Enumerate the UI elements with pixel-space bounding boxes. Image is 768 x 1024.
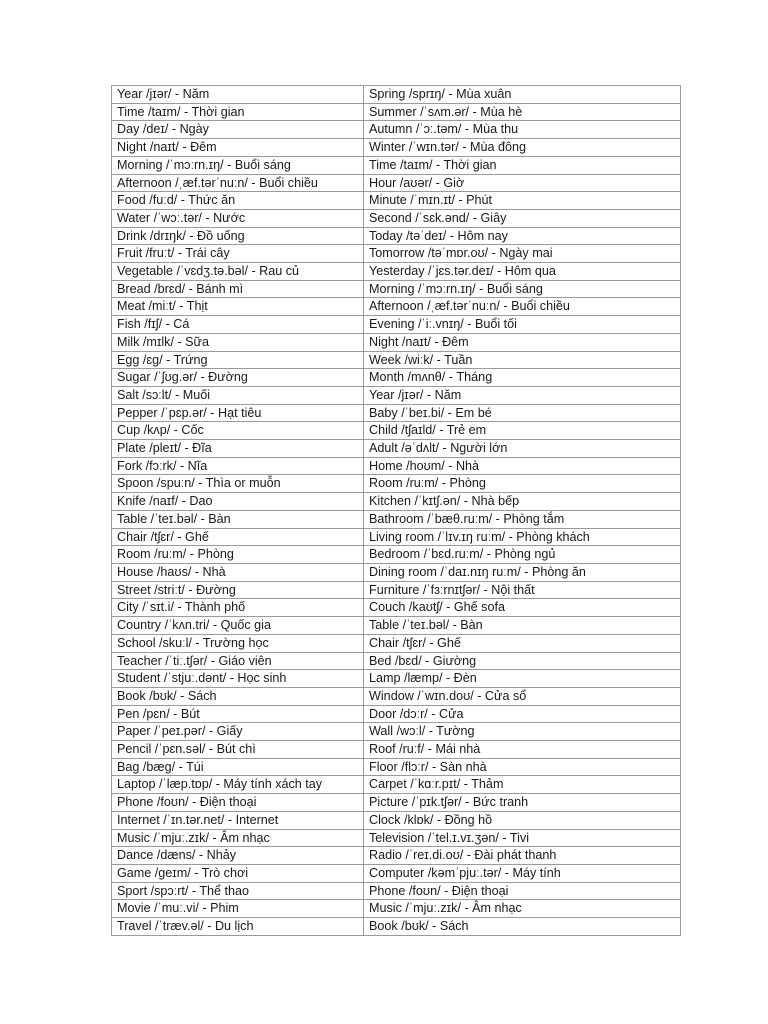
vocab-cell-right: Week /wiːk/ - Tuần xyxy=(364,351,681,369)
vocab-cell-left: Pepper /ˈpɛp.ər/ - Hạt tiêu xyxy=(112,404,364,422)
vocab-cell-right: Hour /aʊər/ - Giờ xyxy=(364,174,681,192)
vocab-cell-right: Table /ˈteɪ.bəl/ - Bàn xyxy=(364,617,681,635)
table-row xyxy=(112,457,681,475)
vocab-cell-right: Door /dɔːr/ - Cửa xyxy=(364,705,681,723)
vocab-cell-left: Laptop /ˈlæp.tɒp/ - Máy tính xách tay xyxy=(112,776,364,794)
vocabulary-table xyxy=(111,85,681,936)
vocab-cell-left: Movie /ˈmuː.vi/ - Phim xyxy=(112,900,364,918)
vocab-cell-right: Minute /ˈmɪn.ɪt/ - Phút xyxy=(364,192,681,210)
vocab-cell-right: Computer /kəmˈpjuː.tər/ - Máy tính xyxy=(364,864,681,882)
table-row xyxy=(112,634,681,652)
vocab-cell-right: Home /hoʊm/ - Nhà xyxy=(364,457,681,475)
vocab-cell-right: Year /jɪər/ - Năm xyxy=(364,386,681,404)
vocab-cell-right: Afternoon /ˌæf.tərˈnuːn/ - Buổi chiều xyxy=(364,298,681,316)
vocab-cell-right: Living room /ˈlɪv.ɪŋ ruːm/ - Phòng khách xyxy=(364,528,681,546)
table-row xyxy=(112,811,681,829)
vocab-cell-left: Year /jɪər/ - Năm xyxy=(112,86,364,104)
table-row xyxy=(112,86,681,104)
table-row xyxy=(112,705,681,723)
vocab-cell-left: Night /naɪt/ - Đêm xyxy=(112,139,364,157)
table-row xyxy=(112,599,681,617)
vocab-cell-right: Spring /sprɪŋ/ - Mùa xuân xyxy=(364,86,681,104)
table-row xyxy=(112,369,681,387)
vocab-cell-right: Tomorrow /təˈmɒr.oʊ/ - Ngày mai xyxy=(364,245,681,263)
vocab-cell-left: Afternoon /ˌæf.tərˈnuːn/ - Buổi chiều xyxy=(112,174,364,192)
vocab-cell-right: Television /ˈtel.ɪ.vɪ.ʒən/ - Tivi xyxy=(364,829,681,847)
vocab-cell-right: Lamp /læmp/ - Đèn xyxy=(364,670,681,688)
table-row xyxy=(112,510,681,528)
vocab-cell-left: Vegetable /ˈvɛdʒ.tə.bəl/ - Rau củ xyxy=(112,263,364,281)
vocab-cell-right: Yesterday /ˈjɛs.tər.deɪ/ - Hôm qua xyxy=(364,263,681,281)
vocab-cell-left: Day /deɪ/ - Ngày xyxy=(112,121,364,139)
vocab-cell-right: Phone /foʊn/ - Điện thoại xyxy=(364,882,681,900)
vocab-cell-left: School /skuːl/ - Trường học xyxy=(112,634,364,652)
vocab-cell-left: Bag /bæɡ/ - Túi xyxy=(112,758,364,776)
table-row xyxy=(112,263,681,281)
table-row xyxy=(112,776,681,794)
vocab-cell-right: Bathroom /ˈbæθ.ruːm/ - Phòng tắm xyxy=(364,510,681,528)
table-row xyxy=(112,687,681,705)
vocab-cell-left: Time /taɪm/ - Thời gian xyxy=(112,103,364,121)
vocab-cell-left: Sugar /ˈʃʊɡ.ər/ - Đường xyxy=(112,369,364,387)
vocab-cell-left: Food /fuːd/ - Thức ăn xyxy=(112,192,364,210)
table-row xyxy=(112,280,681,298)
vocab-cell-left: Plate /pleɪt/ - Đĩa xyxy=(112,440,364,458)
vocab-cell-left: Game /ɡeɪm/ - Trò chơi xyxy=(112,864,364,882)
vocab-cell-right: Chair /tʃɛr/ - Ghế xyxy=(364,634,681,652)
vocab-cell-left: Phone /foʊn/ - Điện thoại xyxy=(112,794,364,812)
table-row xyxy=(112,156,681,174)
vocab-cell-left: House /haʊs/ - Nhà xyxy=(112,563,364,581)
vocab-cell-right: Second /ˈsɛk.ənd/ - Giây xyxy=(364,209,681,227)
vocab-cell-right: Adult /əˈdʌlt/ - Người lớn xyxy=(364,440,681,458)
table-row xyxy=(112,918,681,936)
vocab-cell-left: City /ˈsɪt.i/ - Thành phố xyxy=(112,599,364,617)
vocab-cell-right: Music /ˈmjuː.zɪk/ - Âm nhạc xyxy=(364,900,681,918)
vocab-cell-right: Baby /ˈbeɪ.bi/ - Em bé xyxy=(364,404,681,422)
vocab-cell-right: Room /ruːm/ - Phòng xyxy=(364,475,681,493)
vocab-cell-left: Pen /pɛn/ - Bút xyxy=(112,705,364,723)
vocab-cell-left: Music /ˈmjuː.zɪk/ - Âm nhạc xyxy=(112,829,364,847)
vocab-cell-left: Book /bʊk/ - Sách xyxy=(112,687,364,705)
table-row xyxy=(112,794,681,812)
vocab-cell-left: Dance /dæns/ - Nhảy xyxy=(112,847,364,865)
vocab-cell-left: Meat /miːt/ - Thịt xyxy=(112,298,364,316)
table-row xyxy=(112,404,681,422)
vocab-cell-right: Window /ˈwɪn.doʊ/ - Cửa sổ xyxy=(364,687,681,705)
vocab-cell-right: Floor /flɔːr/ - Sàn nhà xyxy=(364,758,681,776)
table-row xyxy=(112,174,681,192)
vocab-cell-right: Evening /ˈiː.vnɪŋ/ - Buổi tối xyxy=(364,316,681,334)
table-row xyxy=(112,617,681,635)
table-row xyxy=(112,670,681,688)
table-row xyxy=(112,440,681,458)
table-row xyxy=(112,847,681,865)
vocab-cell-right: Book /bʊk/ - Sách xyxy=(364,918,681,936)
table-row xyxy=(112,741,681,759)
vocab-cell-left: Travel /ˈtræv.əl/ - Du lịch xyxy=(112,918,364,936)
vocab-cell-right: Autumn /ˈɔː.təm/ - Mùa thu xyxy=(364,121,681,139)
vocab-cell-left: Salt /sɔːlt/ - Muối xyxy=(112,386,364,404)
vocab-cell-right: Clock /klɒk/ - Đồng hồ xyxy=(364,811,681,829)
vocab-cell-left: Student /ˈstjuː.dənt/ - Học sinh xyxy=(112,670,364,688)
table-row xyxy=(112,209,681,227)
table-row xyxy=(112,351,681,369)
table-row xyxy=(112,475,681,493)
table-row xyxy=(112,882,681,900)
vocab-cell-left: Drink /drɪŋk/ - Đồ uống xyxy=(112,227,364,245)
vocab-cell-right: Summer /ˈsʌm.ər/ - Mùa hè xyxy=(364,103,681,121)
vocab-cell-right: Furniture /ˈfɜːrnɪtʃər/ - Nội thất xyxy=(364,581,681,599)
vocab-cell-left: Fish /fɪʃ/ - Cá xyxy=(112,316,364,334)
vocab-cell-right: Radio /ˈreɪ.di.oʊ/ - Đài phát thanh xyxy=(364,847,681,865)
table-row xyxy=(112,103,681,121)
vocab-cell-right: Wall /wɔːl/ - Tường xyxy=(364,723,681,741)
table-row xyxy=(112,245,681,263)
table-row xyxy=(112,864,681,882)
table-row xyxy=(112,422,681,440)
table-row xyxy=(112,581,681,599)
vocab-cell-left: Sport /spɔːrt/ - Thể thao xyxy=(112,882,364,900)
table-row xyxy=(112,723,681,741)
vocab-cell-left: Cup /kʌp/ - Cốc xyxy=(112,422,364,440)
vocab-cell-left: Fork /fɔːrk/ - Nĩa xyxy=(112,457,364,475)
vocab-cell-left: Spoon /spuːn/ - Thìa or muỗn xyxy=(112,475,364,493)
table-row xyxy=(112,386,681,404)
vocab-cell-left: Knife /naɪf/ - Dao xyxy=(112,493,364,511)
table-row xyxy=(112,316,681,334)
vocab-cell-left: Street /striːt/ - Đường xyxy=(112,581,364,599)
table-row xyxy=(112,546,681,564)
table-row xyxy=(112,652,681,670)
vocab-cell-right: Couch /kaʊtʃ/ - Ghế sofa xyxy=(364,599,681,617)
vocab-cell-right: Kitchen /ˈkɪtʃ.ən/ - Nhà bếp xyxy=(364,493,681,511)
table-row xyxy=(112,121,681,139)
vocab-cell-left: Internet /ˈɪn.tər.net/ - Internet xyxy=(112,811,364,829)
vocab-cell-right: Morning /ˈmɔːrn.ɪŋ/ - Buổi sáng xyxy=(364,280,681,298)
vocab-cell-right: Carpet /ˈkɑːr.pɪt/ - Thảm xyxy=(364,776,681,794)
vocab-cell-right: Time /taɪm/ - Thời gian xyxy=(364,156,681,174)
table-row xyxy=(112,227,681,245)
table-row xyxy=(112,298,681,316)
vocab-cell-right: Dining room /ˈdaɪ.nɪŋ ruːm/ - Phòng ăn xyxy=(364,563,681,581)
table-row xyxy=(112,900,681,918)
vocab-cell-left: Morning /ˈmɔːrn.ɪŋ/ - Buổi sáng xyxy=(112,156,364,174)
table-row xyxy=(112,192,681,210)
table-row xyxy=(112,139,681,157)
table-row xyxy=(112,829,681,847)
vocab-cell-left: Country /ˈkʌn.tri/ - Quốc gia xyxy=(112,617,364,635)
vocab-cell-right: Bedroom /ˈbɛd.ruːm/ - Phòng ngủ xyxy=(364,546,681,564)
vocab-cell-left: Table /ˈteɪ.bəl/ - Bàn xyxy=(112,510,364,528)
vocab-cell-left: Milk /mɪlk/ - Sữa xyxy=(112,333,364,351)
vocab-cell-right: Bed /bɛd/ - Giường xyxy=(364,652,681,670)
vocab-cell-left: Fruit /fruːt/ - Trái cây xyxy=(112,245,364,263)
vocab-cell-right: Picture /ˈpɪk.tʃər/ - Bức tranh xyxy=(364,794,681,812)
vocab-cell-left: Teacher /ˈtiː.tʃər/ - Giáo viên xyxy=(112,652,364,670)
table-row xyxy=(112,758,681,776)
vocab-cell-right: Roof /ruːf/ - Mái nhà xyxy=(364,741,681,759)
vocab-cell-left: Bread /brɛd/ - Bánh mì xyxy=(112,280,364,298)
vocab-cell-right: Winter /ˈwɪn.tər/ - Mùa đông xyxy=(364,139,681,157)
vocab-cell-left: Pencil /ˈpɛn.səl/ - Bút chì xyxy=(112,741,364,759)
table-row xyxy=(112,528,681,546)
vocab-cell-right: Today /təˈdeɪ/ - Hôm nay xyxy=(364,227,681,245)
vocab-cell-left: Chair /tʃɛr/ - Ghế xyxy=(112,528,364,546)
vocab-cell-left: Water /ˈwɔː.tər/ - Nước xyxy=(112,209,364,227)
table-row xyxy=(112,333,681,351)
table-row xyxy=(112,563,681,581)
vocab-cell-left: Egg /ɛɡ/ - Trứng xyxy=(112,351,364,369)
vocab-cell-right: Night /naɪt/ - Đêm xyxy=(364,333,681,351)
vocab-cell-left: Room /ruːm/ - Phòng xyxy=(112,546,364,564)
table-row xyxy=(112,493,681,511)
vocabulary-table-body xyxy=(112,86,681,936)
vocab-cell-left: Paper /ˈpeɪ.pər/ - Giấy xyxy=(112,723,364,741)
vocab-cell-right: Child /tʃaɪld/ - Trẻ em xyxy=(364,422,681,440)
vocab-cell-right: Month /mʌnθ/ - Tháng xyxy=(364,369,681,387)
